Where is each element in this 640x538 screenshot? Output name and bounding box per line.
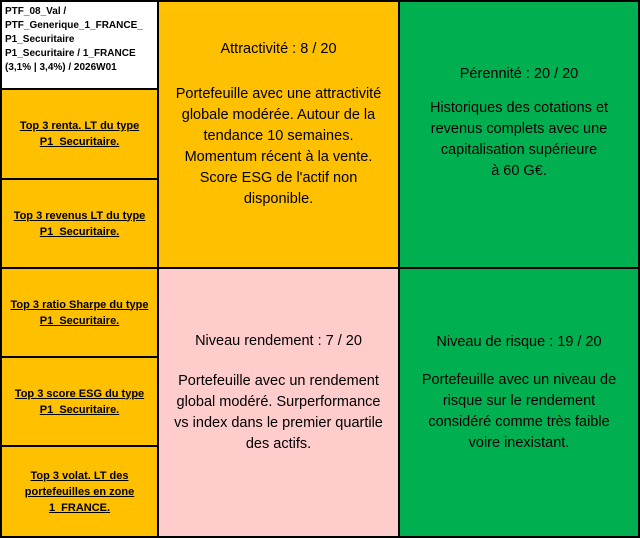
header-line: PTF_Generique_1_FRANCE_	[5, 20, 143, 31]
top3-esg-label[interactable]: Top 3 score ESG du type P1_Securitaire.	[14, 387, 145, 416]
header-line: P1_Securitaire	[5, 34, 75, 45]
perennite-title: Pérennité : 20 / 20	[459, 65, 579, 82]
rendement-title: Niveau rendement : 7 / 20	[195, 332, 362, 349]
text-line: Portefeuille avec un rendement	[178, 372, 379, 389]
perennite-text	[424, 98, 614, 182]
top3-volat-link[interactable]	[0, 445, 159, 538]
risque-text	[420, 370, 618, 454]
text-line: considéré comme très faible	[428, 413, 610, 430]
risque-title: Niveau de risque : 19 / 20	[436, 333, 602, 350]
text-line: tendance 10 semaines.	[203, 128, 354, 144]
top3-sharpe-label[interactable]: Top 3 ratio Sharpe du type P1_Securitaire.	[10, 298, 149, 327]
header-line: PTF_08_Val /	[5, 6, 67, 17]
attractivite-text	[174, 84, 384, 210]
portfolio-header	[0, 0, 159, 90]
top3-revenus-label[interactable]: Top 3 revenus LT du type P1_Securitaire.	[13, 209, 146, 238]
text-line: disponible.	[243, 191, 314, 207]
text-line: revenus complets avec une	[430, 120, 608, 137]
rendement-text	[172, 371, 385, 455]
text-line: global modéré. Surperformance	[176, 393, 381, 410]
perennite-panel	[398, 0, 640, 269]
text-line: vs index dans le premier quartile	[174, 414, 383, 431]
top3-esg-link[interactable]	[0, 356, 159, 447]
text-line: capitalisation supérieure	[440, 141, 598, 158]
top3-renta-link[interactable]	[0, 88, 159, 180]
text-line: Momentum récent à la vente.	[184, 149, 373, 165]
text-line: des actifs.	[245, 435, 312, 452]
risque-panel	[398, 267, 640, 538]
text-line: globale modérée. Autour de la	[181, 107, 376, 123]
text-line: à 60 G€.	[491, 162, 547, 179]
attractivite-panel	[157, 0, 400, 269]
top3-revenus-link[interactable]	[0, 178, 159, 269]
attractivite-title: Attractivité : 8 / 20	[220, 41, 337, 57]
text-line: Portefeuille avec une attractivité	[175, 86, 382, 102]
text-line: Score ESG de l'actif non	[199, 170, 358, 186]
text-line: Portefeuille avec un niveau de	[421, 371, 617, 388]
rendement-panel	[157, 267, 400, 538]
top3-renta-label[interactable]: Top 3 renta. LT du type P1_Securitaire.	[19, 120, 140, 148]
top3-sharpe-link[interactable]	[0, 267, 159, 358]
header-line: (3,1% | 3,4%) / 2026W01	[5, 62, 117, 73]
text-line: voire inexistant.	[468, 434, 570, 451]
text-line: risque sur le rendement	[442, 392, 596, 409]
header-line: P1_Securitaire / 1_FRANCE	[5, 48, 136, 59]
text-line: Historiques des cotations et	[429, 99, 609, 116]
top3-volat-label[interactable]: Top 3 volat. LT des portefeuilles en zone 1_FRANCE.	[24, 469, 135, 514]
